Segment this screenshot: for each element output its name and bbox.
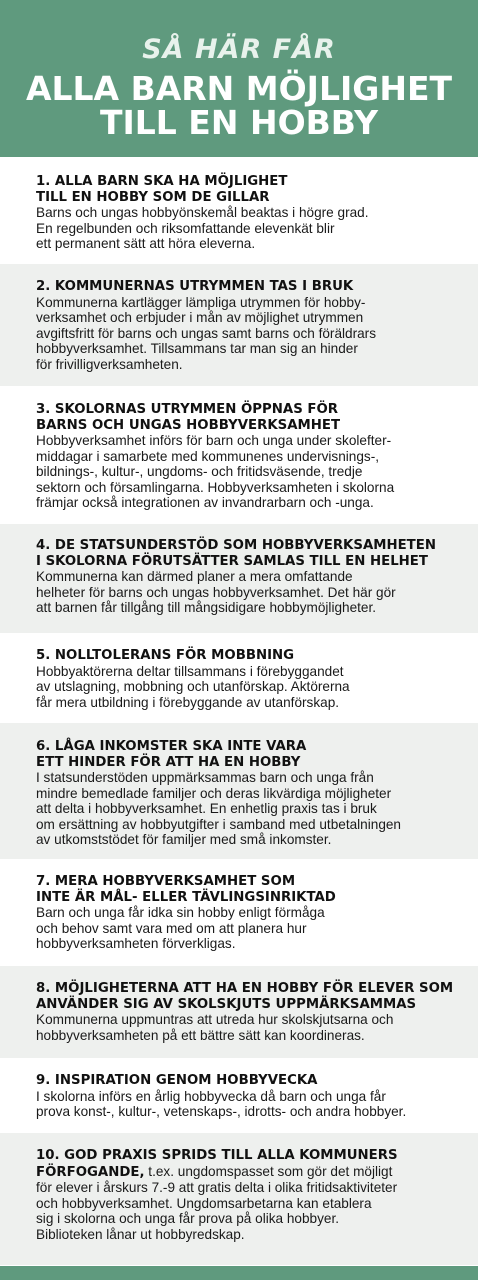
body-line: och behov samt vara med om att planera hur (36, 920, 307, 936)
body-line: om ersättning av hobbyutgifter i samband med utbetalningen (36, 816, 401, 832)
heading-line: BARNS OCH UNGAS HOBBYVERKSAMHET (36, 417, 341, 433)
section-5-heading (36, 648, 454, 664)
body-line: prova konst-, kultur-, vetenskaps-, idrotts- och andra hobbyer. (36, 1104, 407, 1119)
section-5 (0, 633, 478, 723)
body-line-inline (36, 1164, 454, 1181)
section-4-heading (36, 538, 454, 569)
section-8 (0, 966, 478, 1058)
section-9 (0, 1058, 478, 1133)
section-6-heading (36, 739, 454, 770)
body-line: Kommunerna uppmuntras att utreda hur skolskjutsarna och (36, 1012, 394, 1027)
section-2-heading (36, 279, 454, 295)
section-1-body (36, 205, 454, 252)
heading-line: 5. NOLLTOLERANS FÖR MOBBNING (36, 648, 295, 663)
body-line: hobbyverksamheten på ett bättre sätt kan koordineras. (36, 1027, 365, 1043)
heading-line: 8. MÖJLIGHETERNA ATT HA EN HOBBY FÖR ELEVER SOM (36, 981, 454, 996)
heading-line: 1. ALLA BARN SKA HA MÖJLIGHET (36, 174, 288, 189)
footer-band (0, 1266, 478, 1280)
section-10-heading (36, 1148, 454, 1164)
header-banner (0, 0, 478, 157)
body-line: I statsunderstöden uppmärksammas barn och unga från (36, 770, 374, 785)
heading-line: 3. SKOLORNAS UTRYMMEN ÖPPNAS FÖR (36, 402, 339, 417)
body-line: får mera utbildning i förebyggande av utanförskap. (36, 694, 340, 710)
body-line: Biblioteken lånar ut hobbyredskap. (36, 1226, 245, 1242)
body-line: att delta i hobbyverksamhet. En enhetlig praxis tas i bruk (36, 801, 377, 816)
heading-line: 9. INSPIRATION GENOM HOBBYVECKA (36, 1073, 318, 1088)
body-line: för elever i årskurs 7.-9 att gratis delta i olika fritidsaktiviteter (36, 1180, 398, 1195)
section-4 (0, 524, 478, 633)
header-kicker: SÅ HÄR FÅR (142, 34, 336, 65)
heading-line: 10. GOD PRAXIS SPRIDS TILL ALLA KOMMUNERS (36, 1148, 398, 1163)
body-line: Barns och ungas hobbyönskemål beaktas i högre grad. (36, 205, 369, 220)
section-3-heading (36, 402, 454, 433)
body-line: och hobbyverksamhet. Ungdomsarbetarna kan etablera (36, 1195, 372, 1211)
body-line: sig i skolorna och unga får prova på olika hobbyer. (36, 1211, 340, 1226)
section-7 (0, 859, 478, 966)
section-2-body (36, 295, 454, 373)
section-2 (0, 264, 478, 386)
heading-line: 2. KOMMUNERNAS UTRYMMEN TAS I BRUK (36, 279, 354, 294)
body-line: av utslagning, mobbning och utanförskap. Aktörerna (36, 679, 350, 694)
body-line: helheter för barns och ungas hobbyverksamhet. Det här gör (36, 584, 396, 600)
section-9-body (36, 1089, 454, 1120)
body-line: En regelbunden och riksomfattande elevenkät blir (36, 220, 335, 236)
body-line: middagar i samarbete med kommunenes undervisnings-, (36, 448, 380, 464)
body-line: av utkomststödet för familjer med små inkomster. (36, 832, 332, 847)
body-line: avgiftsfritt för barns och ungas samt barns och föräldrars (36, 325, 376, 341)
body-line: Kommunerna kan därmed planer a mera omfattande (36, 569, 353, 584)
section-7-body (36, 905, 454, 952)
body-line: mindre bemedlade familjer och deras likvärdiga möjligheter (36, 785, 392, 801)
body-line: ett permanent sätt att höra eleverna. (36, 236, 256, 251)
section-1-heading (36, 174, 454, 205)
body-line: bildnings-, kultur-, ungdoms- och fritidsväsende, tredje (36, 464, 363, 479)
section-7-heading (36, 874, 454, 905)
heading-line: TILL EN HOBBY SOM DE GILLAR (36, 189, 270, 205)
body-line: Kommunerna kartlägger lämpliga utrymmen för hobby- (36, 294, 366, 310)
heading-line: ANVÄNDER SIG AV SKOLSKJUTS UPPMÄRKSAMMAS (36, 996, 417, 1012)
header-title-line-1: ALLA BARN MÖJLIGHET (25, 69, 453, 108)
body-line: verksamhet och erbjuder i mån av möjlighet utrymmen (36, 310, 364, 325)
body-line: att barnen får tillgång till mångsidigare hobbymöjligheter. (36, 600, 377, 615)
section-4-body (36, 569, 454, 616)
body-line: hobbyverksamheten förverkligas. (36, 936, 236, 951)
body-line: Barn och unga får idka sin hobby enligt förmåga (36, 905, 325, 920)
section-5-body (36, 664, 454, 711)
section-10-body (36, 1164, 454, 1243)
section-3 (0, 386, 478, 524)
section-10 (0, 1133, 478, 1265)
heading-line: 7. MERA HOBBYVERKSAMHET SOM (36, 874, 296, 889)
section-3-body (36, 433, 454, 511)
section-1 (0, 157, 478, 264)
inline-body: t.ex. ungdomspasset som gör det möjligt (144, 1163, 393, 1179)
body-line: för frivilligverksamheten. (36, 356, 183, 372)
heading-line: I SKOLORNA FÖRUTSÄTTER SAMLAS TILL EN HELHET (36, 553, 428, 569)
body-line: Hobbyverksamhet införs för barn och unga under skolefter- (36, 433, 392, 448)
section-8-heading (36, 981, 454, 1012)
section-6 (0, 723, 478, 859)
header-title-line-2: TILL EN HOBBY (99, 103, 379, 142)
heading-line: 6. LÅGA INKOMSTER SKA INTE VARA (36, 739, 307, 754)
section-9-heading (36, 1073, 454, 1089)
body-line: hobbyverksamhet. Tillsammans tar man sig an hinder (36, 341, 358, 356)
heading-line: 4. DE STATSUNDERSTÖD SOM HOBBYVERKSAMHETEN (36, 538, 436, 553)
heading-line: INTE ÄR MÅL- ELLER TÄVLINGSINRIKTAD (36, 889, 336, 905)
body-line: Hobbyaktörerna deltar tillsammans i förebyggandet (36, 663, 344, 679)
body-line: främjar också integrationen av invandrarbarn och -unga. (36, 495, 374, 510)
inline-heading: FÖRFOGANDE, (36, 1164, 145, 1180)
body-line: sektorn och församlingarna. Hobbyverksamheten i skolorna (36, 479, 395, 495)
section-6-body (36, 770, 454, 848)
section-8-body (36, 1012, 454, 1043)
body-line: I skolorna införs en årlig hobbyvecka då barn och unga får (36, 1088, 386, 1104)
heading-line: ETT HINDER FÖR ATT HA EN HOBBY (36, 754, 301, 770)
